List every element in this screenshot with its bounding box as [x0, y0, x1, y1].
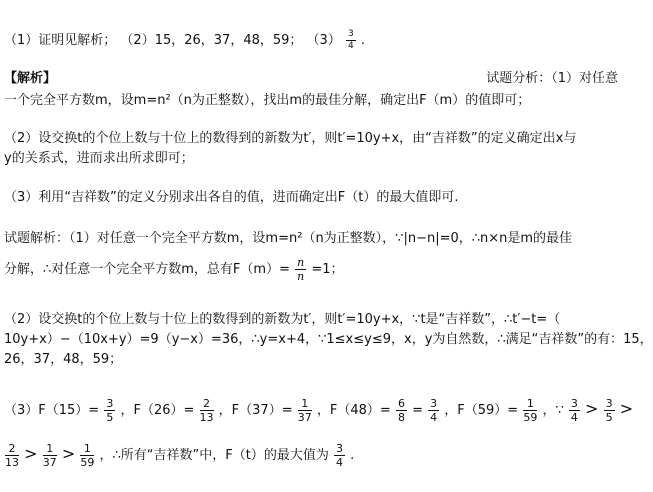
solution-part1-line1: 试题解析：（1）对任意一个完全平方数m，设m=n²（n为正整数），∵|n−n|=0，∴n×n是m的最佳 [4, 231, 573, 246]
compare-fraction-4: $\frac{1}{37}$ [42, 442, 57, 469]
solution-part2-line2: 10y+x）−（10x+y）=9（y−x）=36，∴y=x+4，∵1≤x≤y≤9，x，y为自然数，∴满足“吉祥数”的有：15， [4, 332, 653, 347]
solution-part3-line1: （3）F（15）= $\frac{3}{5}$ ，F（26）= $\frac{2}{13}$ ，F（37）= $\frac{1}{37}$ ，F（48）= $\frac{6}{8}$ = $\frac{3}{4}$ ，F（59）= $\frac{1}{59}$ ，∵ $\frac{3}{4}$ > $\frac{3}{5}$ > [4, 397, 634, 424]
f48-fraction: $\frac{6}{8}$ [397, 397, 405, 424]
solution-part1-line2: 分解，∴对任意一个完全平方数m，总有F（m）= $\frac{n}{n}$ =1； [4, 256, 344, 283]
analysis-heading: 【解析】 [4, 71, 57, 86]
compare-fraction-5: $\frac{1}{59}$ [80, 442, 95, 469]
result-fraction: $\frac{3}{4}$ [335, 442, 343, 469]
answer-part1: （1）证明见解析； [4, 33, 117, 48]
n-over-n-fraction: $\frac{n}{n}$ [297, 256, 305, 283]
f59-fraction: $\frac{1}{59}$ [523, 397, 538, 424]
answer-part2: （2）15，26，37，48，59； [120, 33, 303, 48]
f26-fraction: $\frac{2}{13}$ [199, 397, 214, 424]
solution-part2-line1: （2）设交换t的个位上数与十位上的数得到的新数为t′，则t′=10y+x，∵t是“吉祥数”，∴t′−t=（ [4, 312, 561, 327]
analysis-heading-right: 试题分析：（1）对任意 [486, 71, 618, 86]
answer-fraction: $\frac{3}{4}$ [347, 29, 354, 51]
answer-part3: （3） [306, 33, 341, 48]
answer-line: （1）证明见解析； （2）15，26，37，48，59； （3） $\frac{3}{4}$ . [4, 29, 365, 51]
solution-part3-line2: $\frac{2}{13}$ > $\frac{1}{37}$ > $\frac{1}{59}$ ，∴所有“吉祥数”中，F（t）的最大值为 $\frac{3}{4}$ . [5, 442, 355, 469]
f37-fraction: $\frac{1}{37}$ [297, 397, 312, 424]
compare-fraction-1: $\frac{3}{4}$ [570, 397, 578, 424]
analysis-p1: 一个完全平方数m，设m=n²（n为正整数），找出m的最佳分解，确定出F（m）的值即可； [4, 93, 531, 108]
compare-fraction-3: $\frac{2}{13}$ [5, 442, 19, 469]
f48-simplified-fraction: $\frac{3}{4}$ [430, 397, 438, 424]
analysis-p2a: （2）设交换t的个位上数与十位上的数得到的新数为t′，则t′=10y+x，由“吉祥数”的定义确定出x与 [4, 131, 577, 146]
analysis-p3: （3）利用“吉祥数”的定义分别求出各自的值，进而确定出F（t）的最大值即可. [4, 190, 459, 205]
solution-part2-line3: 26，37，48，59； [4, 352, 123, 367]
f15-fraction: $\frac{3}{5}$ [106, 397, 114, 424]
compare-fraction-2: $\frac{3}{5}$ [605, 397, 613, 424]
analysis-p2b: y的关系式，进而求出所求即可； [4, 151, 194, 166]
